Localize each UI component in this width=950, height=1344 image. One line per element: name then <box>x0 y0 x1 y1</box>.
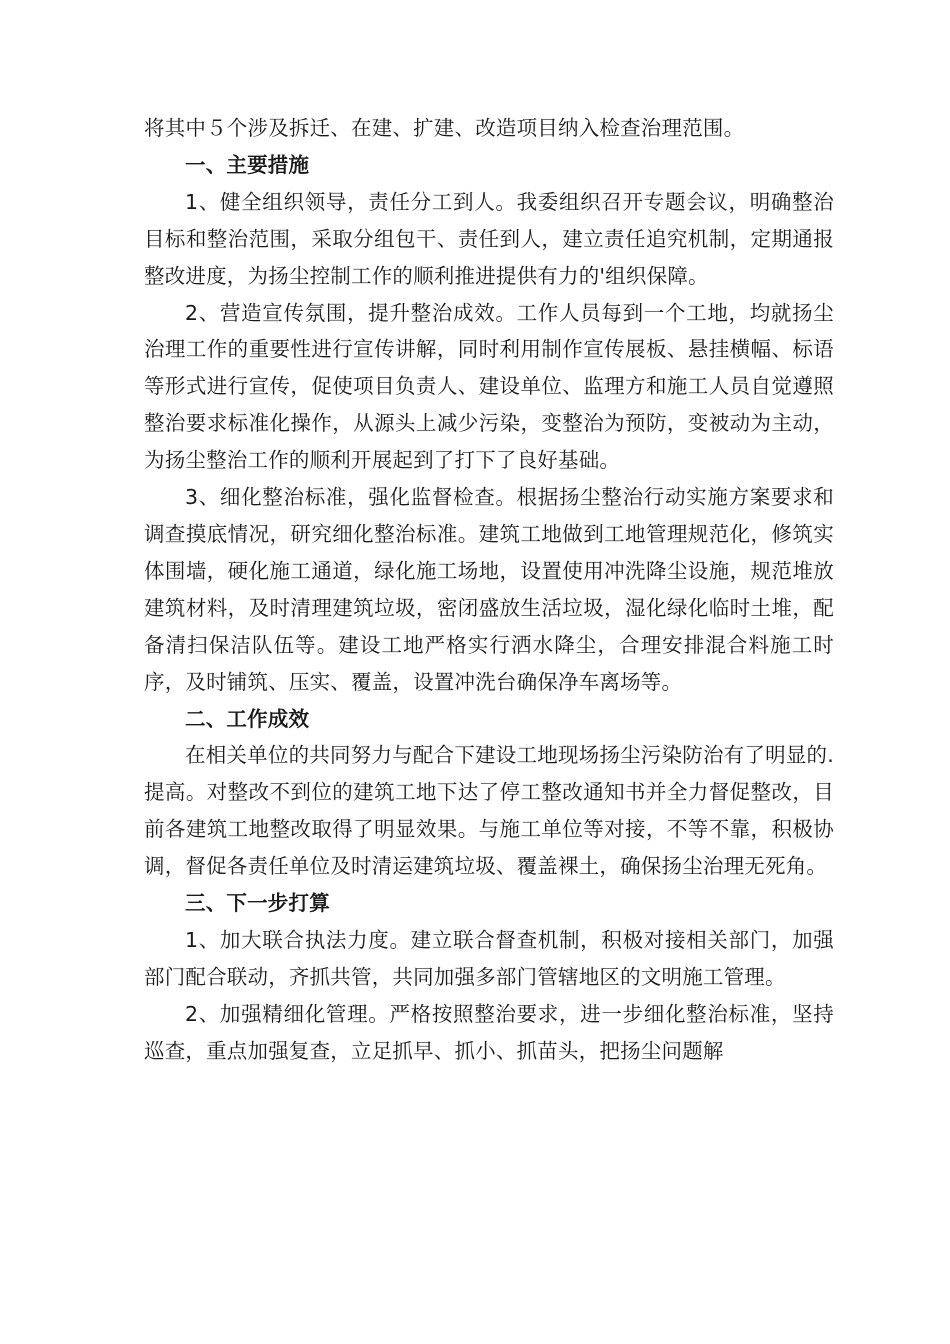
document-body <box>144 110 834 1070</box>
paragraph-next-step-2: 2、加强精细化管理。严格按照整治要求，进一步细化整治标准，坚持巡查，重点加强复查，立足抓早、抓小、抓苗头，把扬尘问题解 <box>144 1001 834 1063</box>
paragraph-measure-2: 2、营造宣传氛围，提升整治成效。工作人员每到一个工地，均就扬尘治理工作的重要性进行宣传讲解，同时利用制作宣传展板、悬挂横幅、标语等形式进行宣传，促使项目负责人、建设单位、监理方和施工人员自觉遵照整治要求标准化操作，从源头上减少污染，变整治为预防，变被动为主动，为扬尘整治工作的顺利开展起到了打下了良好基础。 <box>144 300 834 473</box>
paragraph-intro-continuation: 将其中５个涉及拆迁、在建、扩建、改造项目纳入检查治理范围。 <box>144 116 745 140</box>
paragraph-measure-1: 1、健全组织领导，责任分工到人。我委组织召开专题会议，明确整治目标和整治范围，采取分组包干、责任到人，建立责任追究机制，定期通报整改进度，为扬尘控制工作的顺利推进提供有力的'组织保障。 <box>144 189 834 288</box>
paragraph-work-results: 在相关单位的共同努力与配合下建设工地现场扬尘污染防治有了明显的.提高。对整改不到位的建筑工地下达了停工整改通知书并全力督促整改，目前各建筑工地整改取得了明显效果。与施工单位等对接，不等不靠，积极协调，督促各责任单位及时清运建筑垃圾、覆盖裸土，确保扬尘治理无死角。 <box>144 743 834 879</box>
section-heading-next-steps: 三、下一步打算 <box>185 891 330 916</box>
paragraph-next-step-1: 1、加大联合执法力度。建立联合督查机制，积极对接相关部门，加强部门配合联动，齐抓共管，共同加强多部门管辖地区的文明施工管理。 <box>144 927 834 989</box>
paragraph-measure-3: 3、细化整治标准，强化监督检查。根据扬尘整治行动实施方案要求和调查摸底情况，研究细化整治标准。建筑工地做到工地管理规范化，修筑实体围墙，硬化施工通道，绿化施工场地，设置使用冲洗降尘设施，规范堆放建筑材料，及时清理建筑垃圾，密闭盛放生活垃圾，湿化绿化临时土堆，配备清扫保洁队伍等。建设工地严格实行洒水降尘，合理安排混合料施工时序，及时铺筑、压实、覆盖，设置冲洗台确保净车离场等。 <box>144 485 834 694</box>
section-heading-main-measures: 一、主要措施 <box>185 152 310 177</box>
section-heading-work-results: 二、工作成效 <box>185 706 310 731</box>
